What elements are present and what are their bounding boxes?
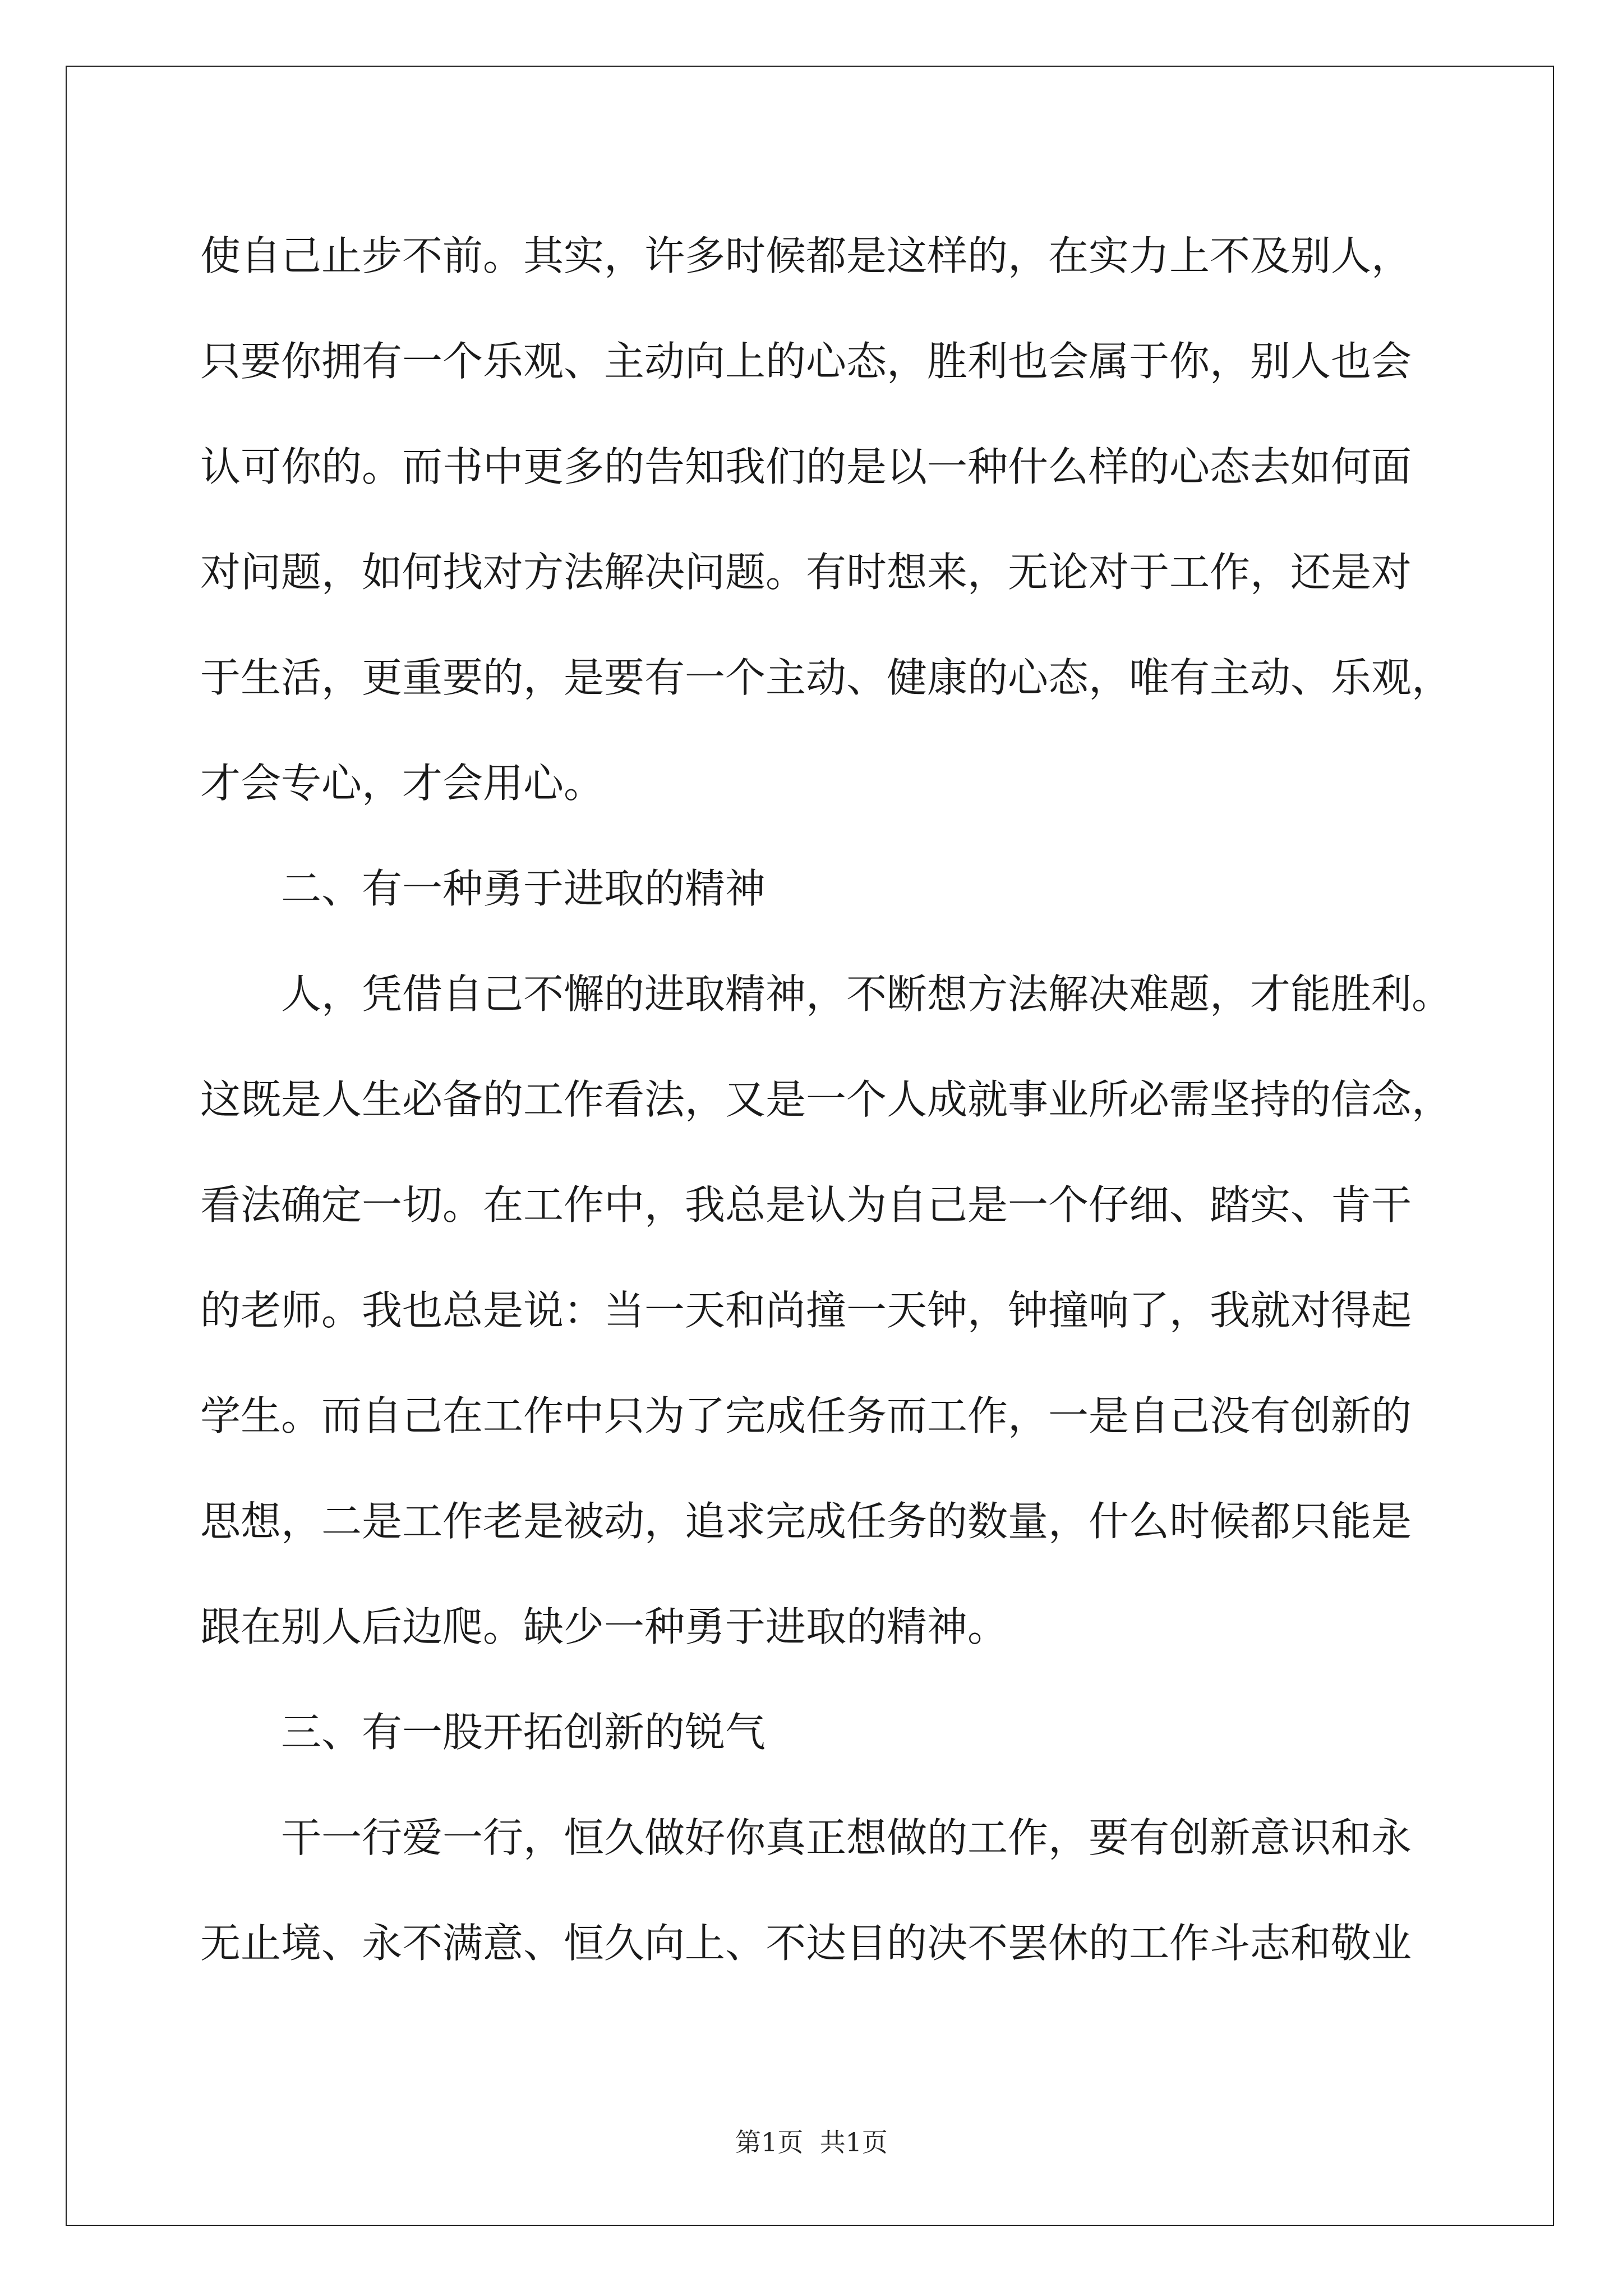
page-number-footer: 第1页 共1页 [735,2127,888,2157]
body-line: 思想，二是工作老是被动，追求完成任务的数量，什么时候都只能是 [200,1498,1412,1545]
page-border [66,66,1554,2226]
body-line: 无止境、永不满意、恒久向上、不达目的决不罢休的工作斗志和敬业 [200,1920,1412,1967]
body-line: 人，凭借自己不懈的进取精神，不断想方法解决难题，才能胜利。 [281,970,1453,1018]
section-heading: 三、有一股开拓创新的锐气 [281,1709,766,1756]
body-line: 看法确定一切。在工作中，我总是认为自己是一个仔细、踏实、肯干 [200,1181,1412,1228]
body-line: 跟在别人后边爬。缺少一种勇于进取的精神。 [200,1603,1008,1650]
body-line: 的老师。我也总是说：当一天和尚撞一天钟，钟撞响了，我就对得起 [200,1287,1412,1334]
section-heading: 二、有一种勇于进取的精神 [281,865,766,912]
body-line: 才会专心，才会用心。 [200,760,605,807]
body-line: 干一行爱一行，恒久做好你真正想做的工作，要有创新意识和永 [281,1814,1412,1861]
body-line: 这既是人生必备的工作看法，又是一个人成就事业所必需坚持的信念， [200,1076,1453,1123]
body-line: 于生活，更重要的，是要有一个主动、健康的心态，唯有主动、乐观， [200,654,1453,701]
body-line: 认可你的。而书中更多的告知我们的是以一种什么样的心态去如何面 [200,443,1412,490]
body-line: 只要你拥有一个乐观、主动向上的心态，胜利也会属于你，别人也会 [200,338,1412,385]
body-line: 对问题，如何找对方法解决问题。有时想来，无论对于工作，还是对 [200,549,1412,596]
body-line: 使自己止步不前。其实，许多时候都是这样的，在实力上不及别人， [200,232,1412,279]
body-line: 学生。而自己在工作中只为了完成任务而工作，一是自己没有创新的 [200,1392,1412,1439]
